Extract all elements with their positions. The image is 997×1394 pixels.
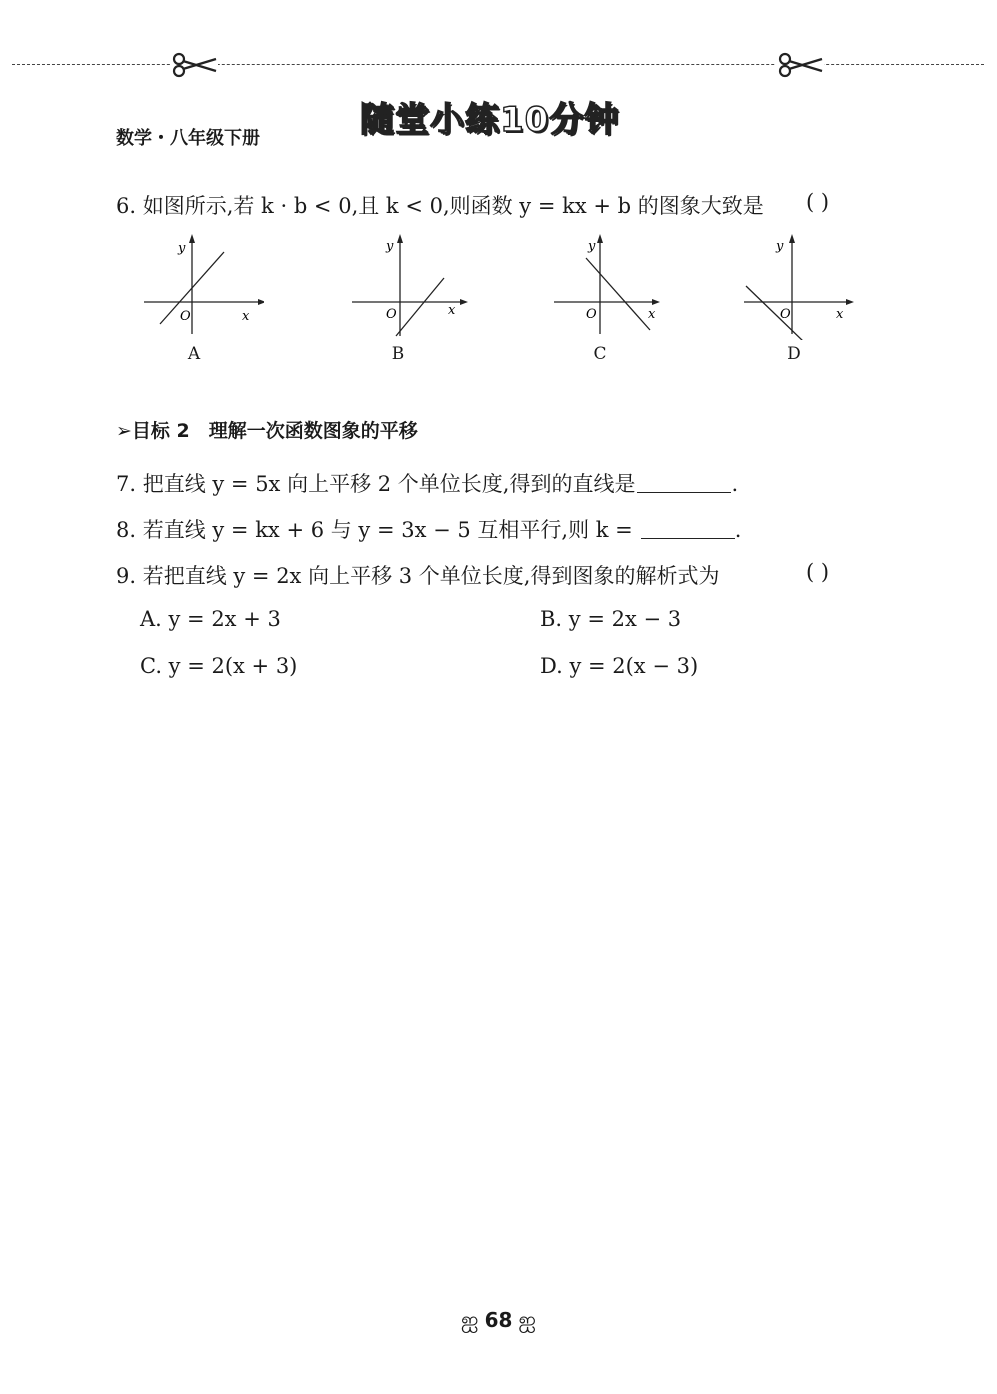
question-7-end: . — [731, 472, 739, 496]
origin-label: O — [586, 307, 597, 322]
question-9-text: 9. 若把直线 y = 2x 向上平移 3 个单位长度,得到图象的解析式为 — [116, 564, 720, 588]
origin-label: O — [780, 307, 791, 322]
x-axis-arrow-icon — [652, 299, 660, 305]
question-6-text: 6. 如图所示,若 k · b < 0,且 k < 0,则函数 y = kx + b 的图象大致是 — [116, 194, 764, 218]
y-axis-label: y — [386, 239, 394, 254]
graph-label: A — [187, 344, 201, 364]
question-6-answer-paren: ( ) — [806, 190, 830, 214]
page-number — [0, 1308, 997, 1336]
subject-header: 数学・八年级下册 — [116, 128, 260, 149]
function-line — [746, 286, 804, 340]
origin-label: O — [180, 309, 191, 324]
x-axis-arrow-icon — [460, 299, 468, 305]
option-a[interactable]: A. y = 2x + 3 — [140, 607, 281, 631]
graph-option-d — [724, 230, 864, 370]
x-axis-label: x — [448, 303, 456, 318]
question-8-text: 8. 若直线 y = kx + 6 与 y = 3x − 5 互相平行,则 k = — [116, 518, 633, 542]
graph-label: D — [787, 344, 801, 364]
answer-blank[interactable] — [637, 471, 731, 493]
graph-option-c — [530, 230, 670, 370]
arrow-icon: ➢ — [116, 420, 132, 442]
cut-line — [12, 64, 984, 65]
y-axis-arrow-icon — [397, 234, 403, 243]
section-title: 目标 2 理解一次函数图象的平移 — [131, 420, 418, 442]
x-axis-arrow-icon — [846, 299, 854, 305]
y-axis-label: y — [588, 239, 596, 254]
function-line — [396, 278, 444, 336]
scissors-icon — [170, 51, 218, 79]
y-axis-label: y — [776, 239, 784, 254]
graph-label: C — [593, 344, 607, 364]
page-title: 随堂小练10分钟 — [360, 100, 620, 140]
graph-d-plot — [724, 230, 864, 340]
x-axis-label: x — [836, 307, 844, 322]
y-axis-arrow-icon — [597, 234, 603, 243]
option-b[interactable]: B. y = 2x − 3 — [540, 607, 682, 631]
graph-a-plot — [124, 230, 264, 340]
question-8 — [116, 514, 741, 544]
ornament-right-icon: ஐ — [518, 1308, 537, 1333]
x-axis-label: x — [648, 307, 656, 322]
origin-label: O — [386, 307, 397, 322]
x-axis-label: x — [242, 309, 250, 324]
y-axis-arrow-icon — [789, 234, 795, 243]
graph-option-a — [124, 230, 264, 370]
scissors-icon — [776, 51, 824, 79]
y-axis-label: y — [178, 241, 186, 256]
ornament-left-icon: ஐ — [460, 1308, 479, 1333]
question-7 — [116, 468, 738, 498]
graph-option-b — [328, 230, 468, 370]
y-axis-arrow-icon — [189, 234, 195, 243]
section-heading — [116, 416, 418, 443]
graph-b-plot — [328, 230, 468, 340]
graph-c-plot — [530, 230, 670, 340]
question-7-text: 7. 把直线 y = 5x 向上平移 2 个单位长度,得到的直线是 — [116, 472, 636, 496]
graph-label: B — [391, 344, 405, 364]
option-c[interactable]: C. y = 2(x + 3) — [140, 654, 298, 678]
answer-blank[interactable] — [641, 517, 735, 539]
option-d[interactable]: D. y = 2(x − 3) — [540, 654, 699, 678]
page-number-value: 68 — [484, 1308, 513, 1332]
x-axis-arrow-icon — [258, 299, 264, 305]
question-8-end: . — [734, 518, 742, 542]
question-9-answer-paren: ( ) — [806, 560, 830, 584]
